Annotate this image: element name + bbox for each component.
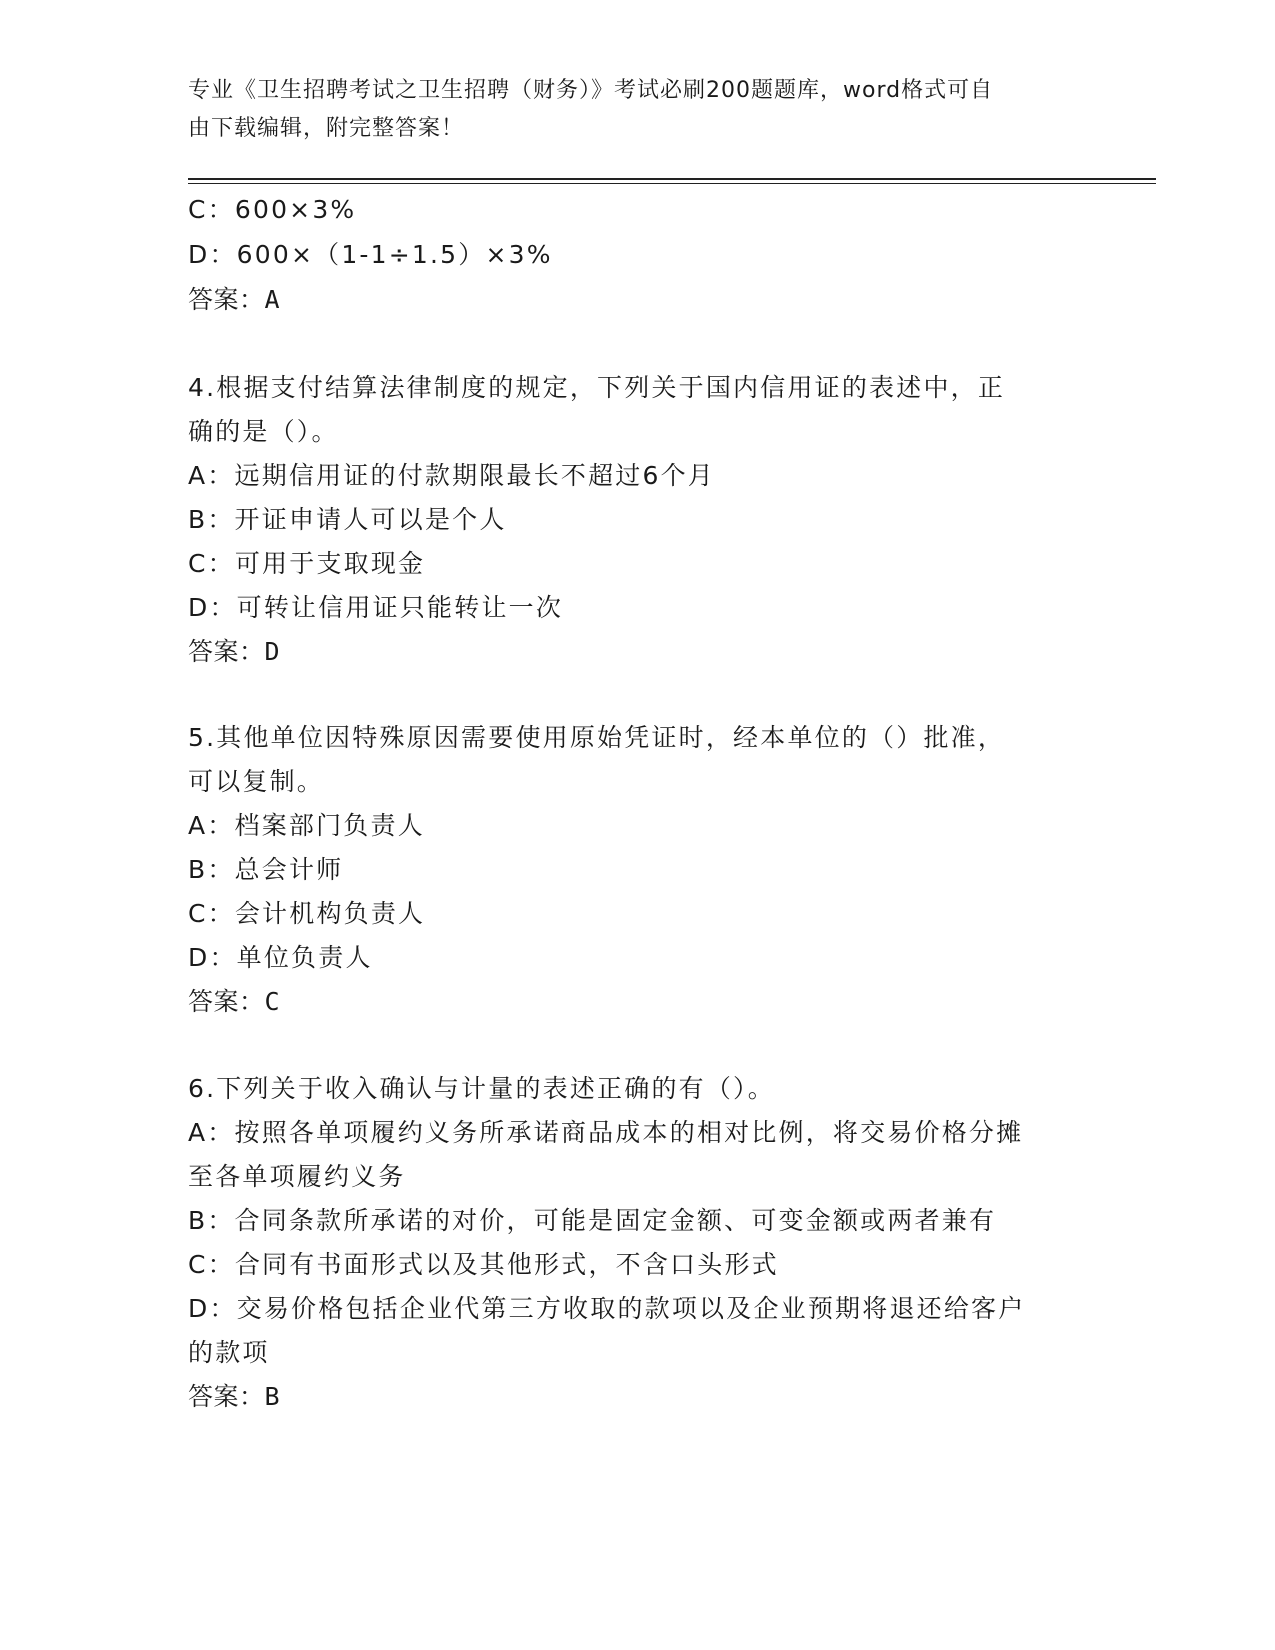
q4-option-a: A：远期信用证的付款期限最长不超过6个月 [188, 461, 716, 490]
q6-answer: 答案：B [188, 1382, 281, 1411]
q5-answer: 答案：C [188, 987, 281, 1016]
q3-option-d: D：600×（1-1÷1.5）×3% [188, 240, 553, 269]
header-rule-thick [188, 178, 1156, 180]
header-line-2: 由下载编辑，附完整答案！ [188, 116, 465, 141]
q6-option-d-line-1: D：交易价格包括企业代第三方收取的款项以及企业预期将退还给客户 [188, 1294, 1026, 1323]
q6-option-b: B：合同条款所承诺的对价，可能是固定金额、可变金额或两者兼有 [188, 1206, 997, 1235]
q4-answer: 答案：D [188, 637, 281, 666]
header-line-1: 专业《卫生招聘考试之卫生招聘（财务）》考试必刷200题题库，word格式可自 [188, 78, 994, 103]
q6-option-d-line-2: 的款项 [188, 1338, 270, 1367]
q5-stem-line-2: 可以复制。 [188, 767, 325, 796]
q4-option-d: D：可转让信用证只能转让一次 [188, 593, 564, 622]
q6-option-a-line-2: 至各单项履约义务 [188, 1162, 406, 1191]
q3-answer: 答案：A [188, 285, 281, 314]
q6-option-c: C：合同有书面形式以及其他形式，不含口头形式 [188, 1250, 779, 1279]
q4-stem-line-2: 确的是（）。 [188, 417, 339, 446]
q5-option-a: A：档案部门负责人 [188, 811, 425, 840]
q4-option-b: B：开证申请人可以是个人 [188, 505, 507, 534]
q6-stem-line-1: 6.下列关于收入确认与计量的表述正确的有（）。 [188, 1074, 775, 1103]
q4-stem-line-1: 4.根据支付结算法律制度的规定，下列关于国内信用证的表述中，正 [188, 373, 1006, 402]
header-rule-thin [188, 183, 1156, 184]
q4-option-c: C：可用于支取现金 [188, 549, 426, 578]
q5-stem-line-1: 5.其他单位因特殊原因需要使用原始凭证时，经本单位的（）批准， [188, 723, 1006, 752]
q5-option-c: C：会计机构负责人 [188, 899, 426, 928]
q6-option-a-line-1: A：按照各单项履约义务所承诺商品成本的相对比例，将交易价格分摊 [188, 1118, 1024, 1147]
q3-option-c: C：600×3% [188, 195, 357, 224]
q5-option-d: D：单位负责人 [188, 943, 373, 972]
document-header [188, 72, 1078, 148]
q5-option-b: B：总会计师 [188, 855, 344, 884]
